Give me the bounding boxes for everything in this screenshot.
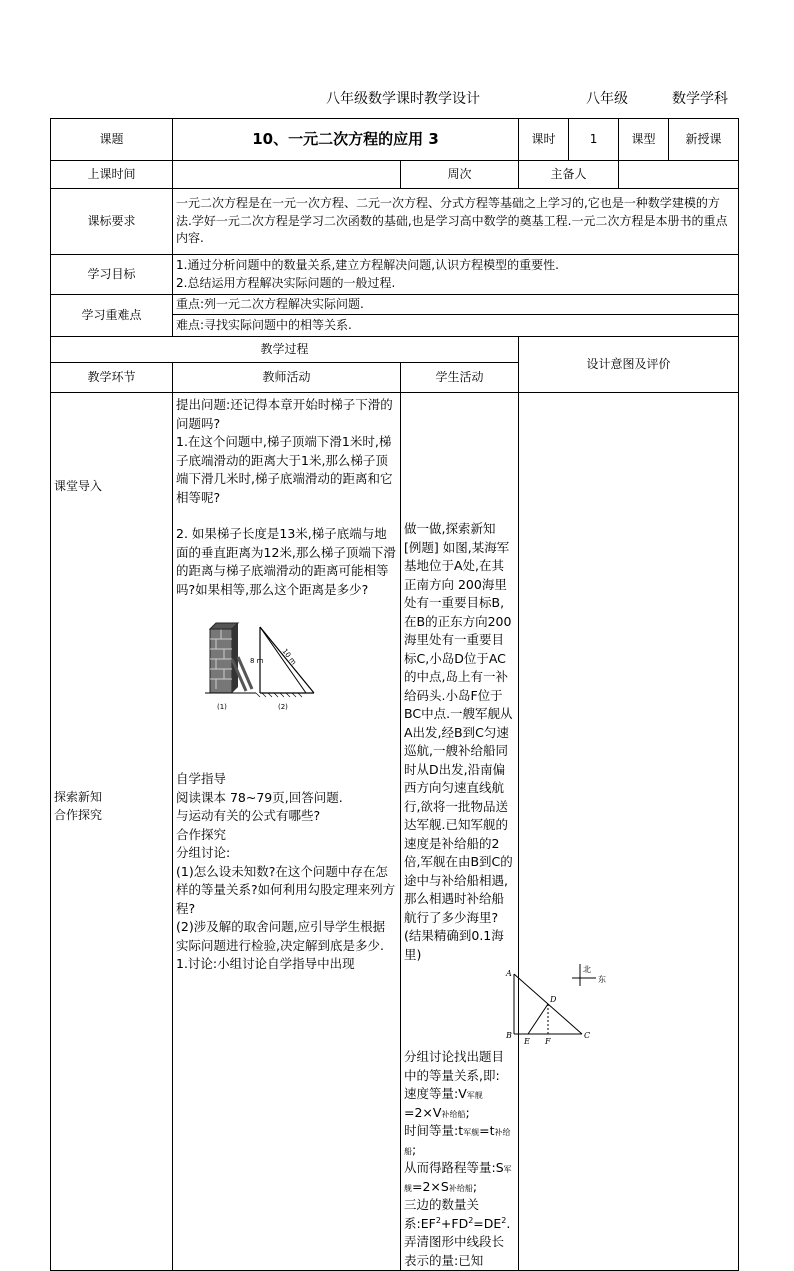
doc-title: 八年级数学课时教学设计 xyxy=(326,91,480,107)
label-10m: 10 m xyxy=(280,647,298,667)
cooperate-heading: 合作探究 xyxy=(176,826,227,842)
design-label: 设计意图及评价 xyxy=(519,337,739,393)
teacher-cell xyxy=(173,393,401,1271)
discuss-item-2: (2)涉及解的取舍问题,应引导学生根据实际问题进行检验,决定解到底是多少. xyxy=(176,919,386,953)
objectives-label: 学习目标 xyxy=(51,255,173,295)
ladder-figure xyxy=(202,619,332,734)
topic-value: 10、一元二次方程的应用 3 xyxy=(173,119,519,161)
self-study-reading: 阅读课本 78~79页,回答问题. xyxy=(176,789,343,805)
objective-item: 1.通过分析问题中的数量关系,建立方程解决问题,认识方程模型的重要性. xyxy=(176,258,559,273)
col-student: 学生活动 xyxy=(401,363,519,393)
teacher-question-1: 1.在这个问题中,梯子顶端下滑1米时,梯子底端滑动的距离大于1米,那么梯子顶端下滑几米时,梯子底端滑动的距离和它相等呢? xyxy=(176,434,393,505)
lesson-plan-table xyxy=(50,118,739,1271)
row-objectives xyxy=(51,255,739,295)
self-study-heading: 自学指导 xyxy=(176,771,227,786)
subject-label: 数学学科 xyxy=(672,91,728,107)
key-points-label: 学习重难点 xyxy=(51,295,173,337)
difficulty-point: 难点:寻找实际问题中的相等关系. xyxy=(173,315,739,337)
label-8m: 8 m xyxy=(250,657,264,665)
stage-cooperate: 合作探究 xyxy=(54,807,103,822)
grade-label: 八年级 xyxy=(586,91,628,107)
standards-text: 一元二次方程是在一元一次方程、二元一次方程、分式方程等基础之上学习的,它也是一种数学建模的方法.学好一元二次方程是学习二次函数的基础,也是学习高中数学的奠基工程.一元二次方程是本册书的重点内容. xyxy=(173,189,739,255)
stage-intro: 课堂导入 xyxy=(54,479,103,493)
col-stage: 教学环节 xyxy=(51,363,173,393)
row-process-header xyxy=(51,337,739,363)
point-d: D xyxy=(550,995,557,1004)
teacher-question: 提出问题:还记得本章开始时梯子下滑的问题吗? xyxy=(176,397,393,431)
point-c: C xyxy=(584,1031,591,1040)
preparer-label: 主备人 xyxy=(519,161,619,189)
row-topic xyxy=(51,119,739,161)
caption-1: (1) xyxy=(217,703,227,711)
caption-2: (2) xyxy=(278,703,288,711)
discuss-item-3: 1.讨论:小组讨论自学指导中出现 xyxy=(176,956,355,971)
time-value xyxy=(173,161,401,189)
objective-item: 2.总结运用方程解决实际问题的一般过程. xyxy=(176,275,396,290)
point-f: F xyxy=(545,1037,551,1046)
student-example: [例题] 如图,某海军基地位于A处,在其正南方向 200海里处有一重要目标B,在B的正东方向200海里处有一重要目标C,小岛D位于AC的中点,岛上有一补给码头.小岛F位于BC中点.一艘军舰从A出发,经B到C匀速巡航,一艘补给船同时从D出发,沿南偏西方向匀速直线航行,欲将一批物品送达军舰.已知军舰的速度是补给船的2倍,军舰在由B到C的途中与补给船相遇,那么相遇时补给船航行了多少海里?(结果精确到0.1海里) xyxy=(404,539,513,962)
speed-equation: 速度等量:V军舰=2×V补给船; xyxy=(404,1086,483,1120)
stage-cell xyxy=(51,393,173,1271)
point-e: E xyxy=(524,1037,530,1046)
week-label: 周次 xyxy=(401,161,519,189)
group-discuss: 分组讨论: xyxy=(176,845,231,860)
design-cell xyxy=(519,393,739,1271)
process-label: 教学过程 xyxy=(51,337,519,363)
student-heading: 做一做,探索新知 xyxy=(404,521,496,536)
time-equation: 时间等量:t军舰=t补给船; xyxy=(404,1123,511,1157)
distance-equation: 从而得路程等量:S军舰=2×S补给船; xyxy=(404,1160,512,1194)
triangle-equation: 三边的数量关系$:EF^2+FD^2=DE^2$. xyxy=(404,1197,511,1231)
self-study-question: 与运动有关的公式有哪些? xyxy=(176,808,321,823)
student-discuss: 分组讨论找出题目中的等量关系,即: xyxy=(404,1049,505,1083)
time-label: 上课时间 xyxy=(51,161,173,189)
period-label: 课时 xyxy=(519,119,569,161)
preparer-value xyxy=(619,161,739,189)
east-label: 东 xyxy=(598,975,606,984)
stage-explore: 探索新知 xyxy=(54,790,103,805)
discuss-item-1: (1)怎么设未知数?在这个问题中存在怎样的等量关系?如何利用勾股定理来列方程? xyxy=(176,863,396,916)
type-label: 课型 xyxy=(619,119,669,161)
objectives-list xyxy=(173,255,739,295)
row-content xyxy=(51,393,739,1271)
row-time xyxy=(51,161,739,189)
type-value: 新授课 xyxy=(669,119,739,161)
teacher-question-2: 2. 如果梯子长度是13米,梯子底端与地面的垂直距离为12米,那么梯子顶端下滑的距离与梯子底端滑动的距离可能相等吗?如果相等,那么这个距离是多少? xyxy=(176,526,396,597)
student-segment-note: 弄清图形中线段长表示的量:已知 xyxy=(404,1234,505,1268)
page-header xyxy=(0,88,794,112)
point-a: A xyxy=(506,969,512,978)
north-label: 北 xyxy=(583,965,591,974)
topic-label: 课题 xyxy=(51,119,173,161)
row-key-point xyxy=(51,295,739,315)
col-teacher: 教师活动 xyxy=(173,363,401,393)
row-standards xyxy=(51,189,739,255)
period-value: 1 xyxy=(569,119,619,161)
standards-label: 课标要求 xyxy=(51,189,173,255)
key-point: 重点:列一元二次方程解决实际问题. xyxy=(173,295,739,315)
point-b: B xyxy=(506,1031,512,1040)
student-cell xyxy=(401,393,606,1271)
